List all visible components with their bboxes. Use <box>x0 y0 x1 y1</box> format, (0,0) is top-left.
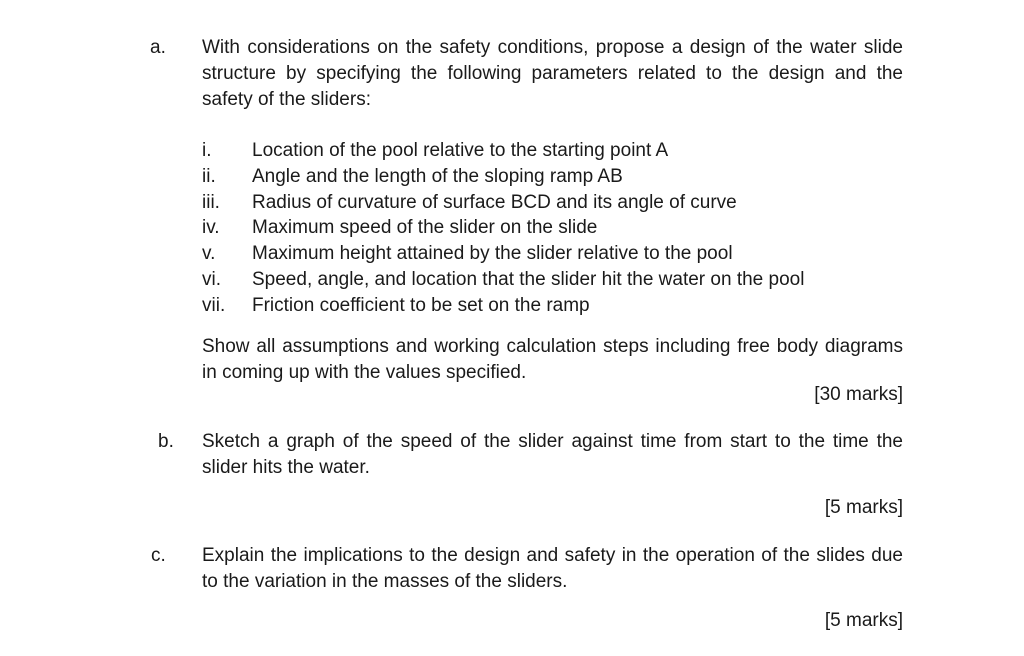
question-c-marks: [5 marks] <box>824 610 903 631</box>
list-item <box>202 164 903 190</box>
list-item-text: Speed, angle, and location that the slider hit the water on the pool <box>252 268 805 290</box>
list-item-text: Radius of curvature of surface BCD and its angle of curve <box>252 191 737 213</box>
question-a-label: a. <box>150 37 166 58</box>
list-item-text: Maximum speed of the slider on the slide <box>252 217 598 239</box>
question-c-label: c. <box>151 545 166 566</box>
list-item-number: i. <box>202 140 212 161</box>
question-b-label: b. <box>158 431 174 452</box>
list-item-text: Angle and the length of the sloping ramp AB <box>252 165 623 187</box>
question-a-text: With considerations on the safety conditions, propose a design of the water slide structure by specifying the following parameters related to the design and the safety of the sliders: <box>202 37 903 110</box>
question-b-marks: [5 marks] <box>824 497 903 518</box>
list-item-number: iv. <box>202 217 220 239</box>
list-item <box>202 190 903 216</box>
list-item <box>202 267 903 293</box>
list-item-text: Location of the pool relative to the starting point A <box>252 140 669 161</box>
question-c-text: Explain the implications to the design and safety in the operation of the slides due to the variation in the masses of the sliders. <box>202 545 903 592</box>
list-item <box>202 293 903 319</box>
list-item-number: v. <box>202 243 216 265</box>
question-a-note: Show all assumptions and working calculation steps including free body diagrams in coming up with the values specified. <box>202 336 903 383</box>
question-b-text: Sketch a graph of the speed of the slider against time from start to the time the slider hits the water. <box>202 431 903 478</box>
question-a-marks: [30 marks] <box>814 384 903 405</box>
list-item-text: Maximum height attained by the slider relative to the pool <box>252 243 733 265</box>
list-item <box>202 138 903 164</box>
list-item-number: iii. <box>202 191 220 213</box>
list-item <box>202 241 903 267</box>
list-item <box>202 215 903 241</box>
question-a-parameter-list <box>202 138 903 319</box>
list-item-number: vi. <box>202 268 221 290</box>
list-item-text: Friction coefficient to be set on the ramp <box>252 294 590 316</box>
list-item-number: ii. <box>202 165 216 187</box>
list-item-number: vii. <box>202 294 226 316</box>
